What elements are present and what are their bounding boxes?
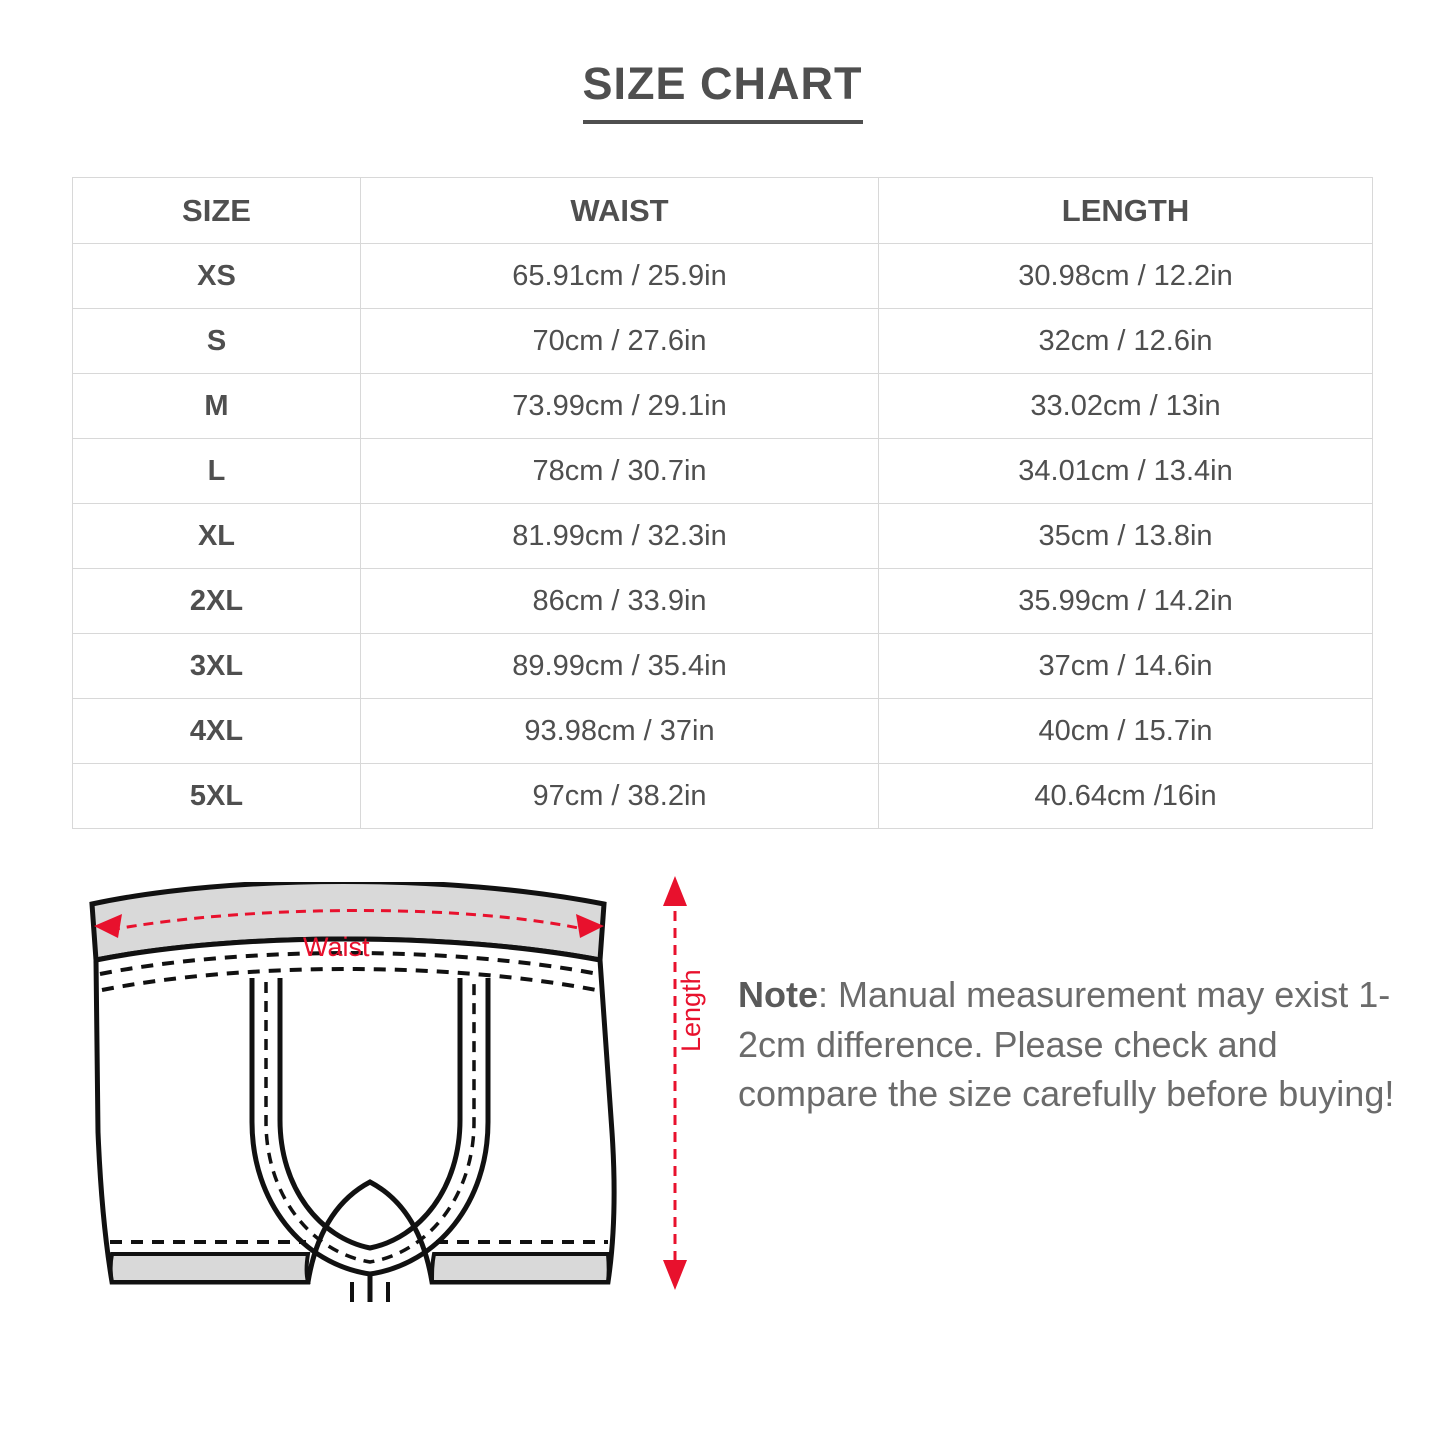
cell-size: L — [73, 439, 361, 504]
cell-length: 35.99cm / 14.2in — [879, 569, 1373, 634]
waist-measure-label: Waist — [303, 932, 370, 962]
boxer-briefs-icon — [52, 882, 692, 1337]
cell-size: XL — [73, 504, 361, 569]
table-row — [73, 244, 1373, 309]
table-row — [73, 504, 1373, 569]
table-row — [73, 634, 1373, 699]
page-title: SIZE CHART — [583, 58, 863, 124]
column-header-waist: WAIST — [361, 178, 879, 244]
cell-length: 34.01cm / 13.4in — [879, 439, 1373, 504]
note-prefix: Note — [738, 974, 818, 1015]
cell-waist: 73.99cm / 29.1in — [361, 374, 879, 439]
cell-waist: 86cm / 33.9in — [361, 569, 879, 634]
diagram-section — [0, 862, 1445, 1382]
cell-size: XS — [73, 244, 361, 309]
cell-length: 30.98cm / 12.2in — [879, 244, 1373, 309]
cell-size: 4XL — [73, 699, 361, 764]
size-table-container — [72, 177, 1373, 829]
length-measure-label: Length — [676, 969, 706, 1052]
cell-waist: 97cm / 38.2in — [361, 764, 879, 829]
cell-length: 35cm / 13.8in — [879, 504, 1373, 569]
cell-waist: 78cm / 30.7in — [361, 439, 879, 504]
table-row — [73, 699, 1373, 764]
cell-waist: 81.99cm / 32.3in — [361, 504, 879, 569]
cell-length: 32cm / 12.6in — [879, 309, 1373, 374]
table-row — [73, 569, 1373, 634]
table-header-row — [73, 178, 1373, 244]
cell-size: 2XL — [73, 569, 361, 634]
table-row — [73, 309, 1373, 374]
length-measure-arrow — [645, 874, 705, 1294]
table-row — [73, 764, 1373, 829]
cell-length: 37cm / 14.6in — [879, 634, 1373, 699]
table-row — [73, 439, 1373, 504]
note-separator: : — [818, 974, 839, 1015]
page-title-container — [0, 0, 1445, 124]
cell-waist: 70cm / 27.6in — [361, 309, 879, 374]
cell-size: 3XL — [73, 634, 361, 699]
cell-length: 40cm / 15.7in — [879, 699, 1373, 764]
table-row — [73, 374, 1373, 439]
column-header-length: LENGTH — [879, 178, 1373, 244]
cell-length: 33.02cm / 13in — [879, 374, 1373, 439]
cell-size: 5XL — [73, 764, 361, 829]
cell-waist: 93.98cm / 37in — [361, 699, 879, 764]
column-header-size: SIZE — [73, 178, 361, 244]
cell-size: M — [73, 374, 361, 439]
note-body: Manual measurement may exist 1-2cm difference. Please check and compare the size carefully before buying! — [738, 974, 1395, 1115]
cell-size: S — [73, 309, 361, 374]
cell-waist: 89.99cm / 35.4in — [361, 634, 879, 699]
size-chart-table — [72, 177, 1373, 829]
cell-length: 40.64cm /16in — [879, 764, 1373, 829]
cell-waist: 65.91cm / 25.9in — [361, 244, 879, 309]
note-text — [738, 970, 1398, 1119]
